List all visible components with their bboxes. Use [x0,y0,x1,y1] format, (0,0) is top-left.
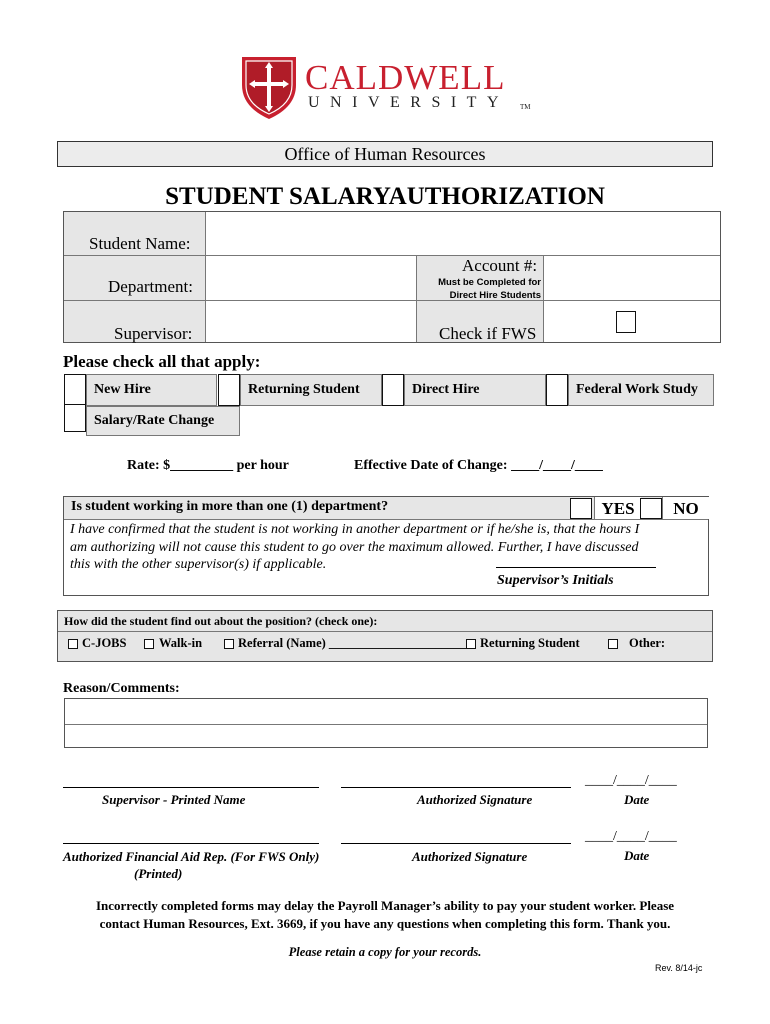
rate-field[interactable]: Rate: $_________ per hour [127,458,289,473]
supervisor-name-line[interactable] [63,787,319,788]
option-direct-hire: Direct Hire [404,374,546,406]
reason-comments-label: Reason/Comments: [63,681,180,696]
initials-line[interactable] [496,567,656,568]
date-field-1[interactable]: ____/____/____ [585,773,677,788]
date-label-1: Date [624,792,650,807]
fws-checkbox[interactable] [616,311,636,333]
confirmation-text-line-2: am authorizing will not cause this student to go over the maximum allowed. Further, I have discussed [70,539,639,555]
supervisor-label: Supervisor: [114,324,193,343]
position-source-question: How did the student find out about the position? (check one): [64,614,378,628]
form-title: STUDENT SALARYAUTHORIZATION [165,183,605,210]
date-label-2: Date [624,848,650,863]
supervisor-printed-name-label: Supervisor - Printed Name [102,792,246,807]
new-hire-checkbox[interactable] [64,374,86,406]
supervisor-initials-label: Supervisor’s Initials [497,573,614,588]
referral-label: Referral (Name) ______________________ [238,636,467,650]
cjobs-label: C-JOBS [82,636,127,650]
returning-student-checkbox[interactable] [218,374,240,406]
supervisor-field[interactable] [206,301,416,342]
returning-student-source-checkbox[interactable] [466,639,476,649]
student-info-table [63,211,721,343]
reason-comments-line-2[interactable] [65,725,707,747]
financial-aid-rep-label: Authorized Financial Aid Rep. (For FWS Only) [63,849,320,864]
department-label: Department: [108,277,193,296]
yes-label: YES [594,497,641,519]
walk-in-checkbox[interactable] [144,639,154,649]
revision-label: Rev. 8/14-jc [655,963,703,973]
walk-in-label: Walk-in [159,636,203,650]
footer-note-line-1: Incorrectly completed forms may delay the Payroll Manager’s ability to pay your student worker. Please [95,898,675,913]
confirmation-text-line-1: I have confirmed that the student is not working in another department or if he/she is, that the hours I [70,522,640,537]
authorized-signature-label-2: Authorized Signature [412,849,528,864]
university-shield-logo [240,55,298,121]
referral-checkbox[interactable] [224,639,234,649]
federal-work-study-checkbox[interactable] [546,374,568,406]
reason-comments-box [64,698,708,748]
yes-checkbox[interactable] [570,498,592,519]
office-header: Office of Human Resources [57,141,713,167]
no-label: NO [662,497,709,519]
other-checkbox[interactable] [608,639,618,649]
cjobs-checkbox[interactable] [68,639,78,649]
printed-label: (Printed) [134,866,183,881]
logo-trademark: TM [520,103,531,111]
apply-heading: Please check all that apply: [63,352,261,371]
authorized-signature-label-1: Authorized Signature [417,792,533,807]
department-confirmation-box [63,496,709,596]
date-field-2[interactable]: ____/____/____ [585,829,677,844]
student-name-field[interactable] [206,212,720,255]
returning-student-source-label: Returning Student [480,636,580,650]
other-label: Other: [629,636,666,650]
multiple-department-question: Is student working in more than one (1) department? [71,499,389,514]
footer-note-line-2: contact Human Resources, Ext. 3669, if you have any questions when completing this form. Thank you. [99,916,671,931]
authorized-signature-line-2[interactable] [341,843,571,844]
no-checkbox[interactable] [640,498,662,519]
logo-university-text: UNIVERSITY [308,94,509,111]
financial-aid-rep-line[interactable] [63,843,319,844]
account-label: Account #: [462,256,538,275]
option-federal-work-study: Federal Work Study [568,374,714,406]
option-salary-rate-change: Salary/Rate Change [86,406,240,436]
position-source-box [57,610,713,662]
effective-date-field[interactable]: Effective Date of Change: ____/____/____ [354,458,603,473]
student-name-label: Student Name: [89,234,191,253]
department-field[interactable] [206,256,416,300]
option-returning-student: Returning Student [240,374,382,406]
logo-wordmark: CALDWELL [305,58,506,97]
account-field[interactable] [544,256,720,300]
account-note-line-1: Must be Completed for [438,277,541,288]
retain-copy-note: Please retain a copy for your records. [288,945,482,959]
reason-comments-line-1[interactable] [65,699,707,724]
salary-rate-change-checkbox[interactable] [64,404,86,432]
account-note-line-2: Direct Hire Students [449,290,541,301]
option-new-hire: New Hire [86,374,217,406]
authorized-signature-line-1[interactable] [341,787,571,788]
check-fws-label: Check if FWS [439,324,537,343]
confirmation-text-line-3: this with the other supervisor(s) if applicable. [70,557,327,572]
direct-hire-checkbox[interactable] [382,374,404,406]
